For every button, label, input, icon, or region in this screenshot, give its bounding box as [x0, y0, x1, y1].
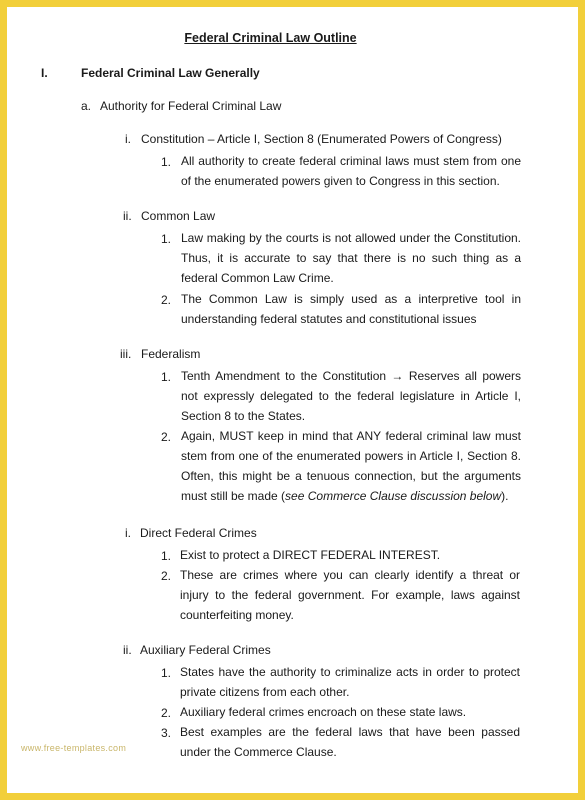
item-number: i.	[125, 526, 131, 540]
item-number: i.	[125, 132, 131, 146]
section-heading: Federal Criminal Law Generally	[81, 66, 260, 80]
sub-a-heading: Authority for Federal Criminal Law	[100, 99, 282, 113]
point-number: 2.	[161, 706, 172, 720]
point-number: 1.	[161, 370, 172, 384]
point-text: Best examples are the federal laws that have been passed under the Commerce Clause.	[180, 725, 520, 759]
point-text: These are crimes where you can clearly identify a threat or injury to the federal government. For example, laws against counterfeiting money.	[180, 568, 520, 622]
point-text: All authority to create federal criminal laws must stem from one of the enumerated powers given to Congress in this section.	[181, 154, 521, 188]
point-text-before: Again, MUST keep in mind that ANY federal criminal law must stem from one of the enumerated powers in Article I, Section 8. Often, this might be a tenuous connection, but the arguments must still be made (	[181, 429, 521, 503]
item-heading: Constitution – Article I, Section 8 (Enumerated Powers of Congress)	[141, 132, 502, 146]
point-text: States have the authority to criminalize acts in order to protect private citizens from each other.	[180, 665, 520, 699]
point-text: Auxiliary federal crimes encroach on these state laws.	[180, 705, 467, 719]
item-number: iii.	[120, 347, 132, 361]
item-heading: Federalism	[141, 347, 201, 361]
point-number: 1.	[161, 549, 172, 563]
point-text: Exist to protect a DIRECT FEDERAL INTEREST.	[180, 548, 441, 562]
item-heading: Direct Federal Crimes	[140, 526, 257, 540]
item-heading: Auxiliary Federal Crimes	[140, 643, 271, 657]
section-number: I.	[41, 66, 48, 80]
point-text-after: ).	[501, 489, 509, 503]
point-number: 1.	[161, 666, 172, 680]
point-text: Law making by the courts is not allowed under the Constitution. Thus, it is accurate to say that there is no such thing as a federal Common Law Crime.	[181, 231, 521, 285]
point-number: 1.	[161, 232, 172, 246]
point-number: 3.	[161, 726, 172, 740]
page-title: Federal Criminal Law Outline	[184, 31, 357, 45]
item-heading: Common Law	[141, 209, 216, 223]
point-text: The Common Law is simply used as a interpretive tool in understanding federal statutes and constitutional issues	[181, 292, 521, 326]
point-text-italic: see Commerce Clause discussion below	[285, 489, 502, 503]
point-text	[181, 426, 521, 506]
item-number: ii.	[123, 209, 132, 223]
point-number: 2.	[161, 430, 172, 444]
document-page	[7, 7, 578, 793]
point-number: 2.	[161, 293, 172, 307]
sub-a-number: a.	[81, 99, 92, 113]
point-number: 1.	[161, 155, 172, 169]
watermark: www.free-templates.com	[21, 743, 127, 753]
point-number: 2.	[161, 569, 172, 583]
point-text: Tenth Amendment to the Constitution → Reserves all powers not expressly delegated to the federal legislature in Article I, Section 8 to the States.	[181, 369, 521, 423]
item-number: ii.	[123, 643, 132, 657]
